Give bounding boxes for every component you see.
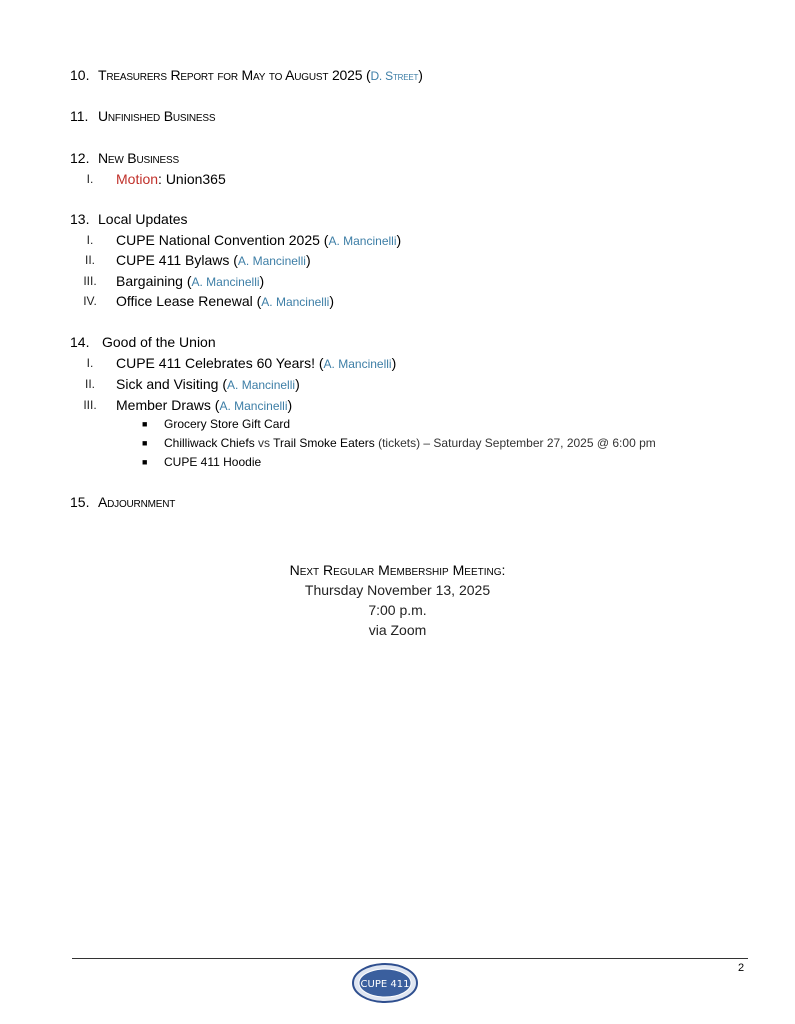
sub-item-text: Motion: Union365 xyxy=(116,171,226,187)
logo-text: CUPE 411 xyxy=(360,979,410,990)
item-title: Adjournment xyxy=(98,494,176,510)
item-number: 12. xyxy=(70,150,90,166)
item-number: 13. xyxy=(70,211,90,227)
item-title: Local Updates xyxy=(98,211,188,227)
item-title: Unfinished Business xyxy=(98,108,216,124)
presenter-name: A. Mancinelli xyxy=(219,399,288,413)
roman-numeral: II. xyxy=(84,253,95,267)
sub-item-text: CUPE 411 Bylaws (A. Mancinelli) xyxy=(116,252,311,268)
motion-label: Motion xyxy=(116,171,159,187)
roman-numeral: III. xyxy=(83,398,97,412)
presenter-name: A. Mancinelli xyxy=(261,295,330,309)
next-meeting-location: via Zoom xyxy=(368,622,427,638)
next-meeting-block xyxy=(0,560,795,640)
sub-item-text: Member Draws (A. Mancinelli) xyxy=(116,397,293,413)
sub-item-text: Bargaining (A. Mancinelli) xyxy=(116,273,265,289)
square-bullet-icon: ■ xyxy=(142,457,148,467)
item-title: Treasurers Report for May to August 2025 (D. Street) xyxy=(98,67,423,83)
next-meeting-heading: Next Regular Membership Meeting: xyxy=(289,562,506,578)
bullet-text: CUPE 411 Hoodie xyxy=(164,455,262,469)
item-title: Good of the Union xyxy=(102,334,216,350)
presenter-name: A. Mancinelli xyxy=(191,275,260,289)
item-number: 11. xyxy=(70,108,89,124)
presenter-name: A. Mancinelli xyxy=(323,357,392,371)
item-number: 15. xyxy=(70,494,90,510)
sub-item-text: Sick and Visiting (A. Mancinelli) xyxy=(116,376,300,392)
presenter-name: D. Street xyxy=(370,69,419,83)
roman-numeral: IV. xyxy=(83,294,97,308)
roman-numeral: I. xyxy=(86,233,94,247)
presenter-name: A. Mancinelli xyxy=(227,378,296,392)
square-bullet-icon: ■ xyxy=(142,419,148,429)
square-bullet-icon: ■ xyxy=(142,438,148,448)
footer-divider xyxy=(72,958,748,959)
sub-item-text: Office Lease Renewal (A. Mancinelli) xyxy=(116,293,334,309)
sub-item-text: CUPE National Convention 2025 (A. Mancinelli) xyxy=(116,232,402,248)
bullet-text: Chilliwack Chiefs vs Trail Smoke Eaters (tickets) – Saturday September 27, 2025 @ 6:00 pm xyxy=(164,436,656,450)
roman-numeral: II. xyxy=(84,377,95,391)
page-number: 2 xyxy=(738,962,745,974)
cupe-411-logo xyxy=(352,963,418,1003)
presenter-name: A. Mancinelli xyxy=(328,234,397,248)
next-meeting-date: Thursday November 13, 2025 xyxy=(304,582,491,598)
roman-numeral: III. xyxy=(83,274,97,288)
item-title: New Business xyxy=(98,150,179,166)
bullet-text: Grocery Store Gift Card xyxy=(164,417,291,431)
sub-item-text: CUPE 411 Celebrates 60 Years! (A. Mancinelli) xyxy=(116,355,397,371)
roman-numeral: I. xyxy=(86,172,94,186)
presenter-name: A. Mancinelli xyxy=(237,254,306,268)
item-number: 10. xyxy=(70,67,90,83)
item-number: 14. xyxy=(70,334,90,350)
next-meeting-time: 7:00 p.m. xyxy=(368,602,427,618)
roman-numeral: I. xyxy=(86,356,94,370)
